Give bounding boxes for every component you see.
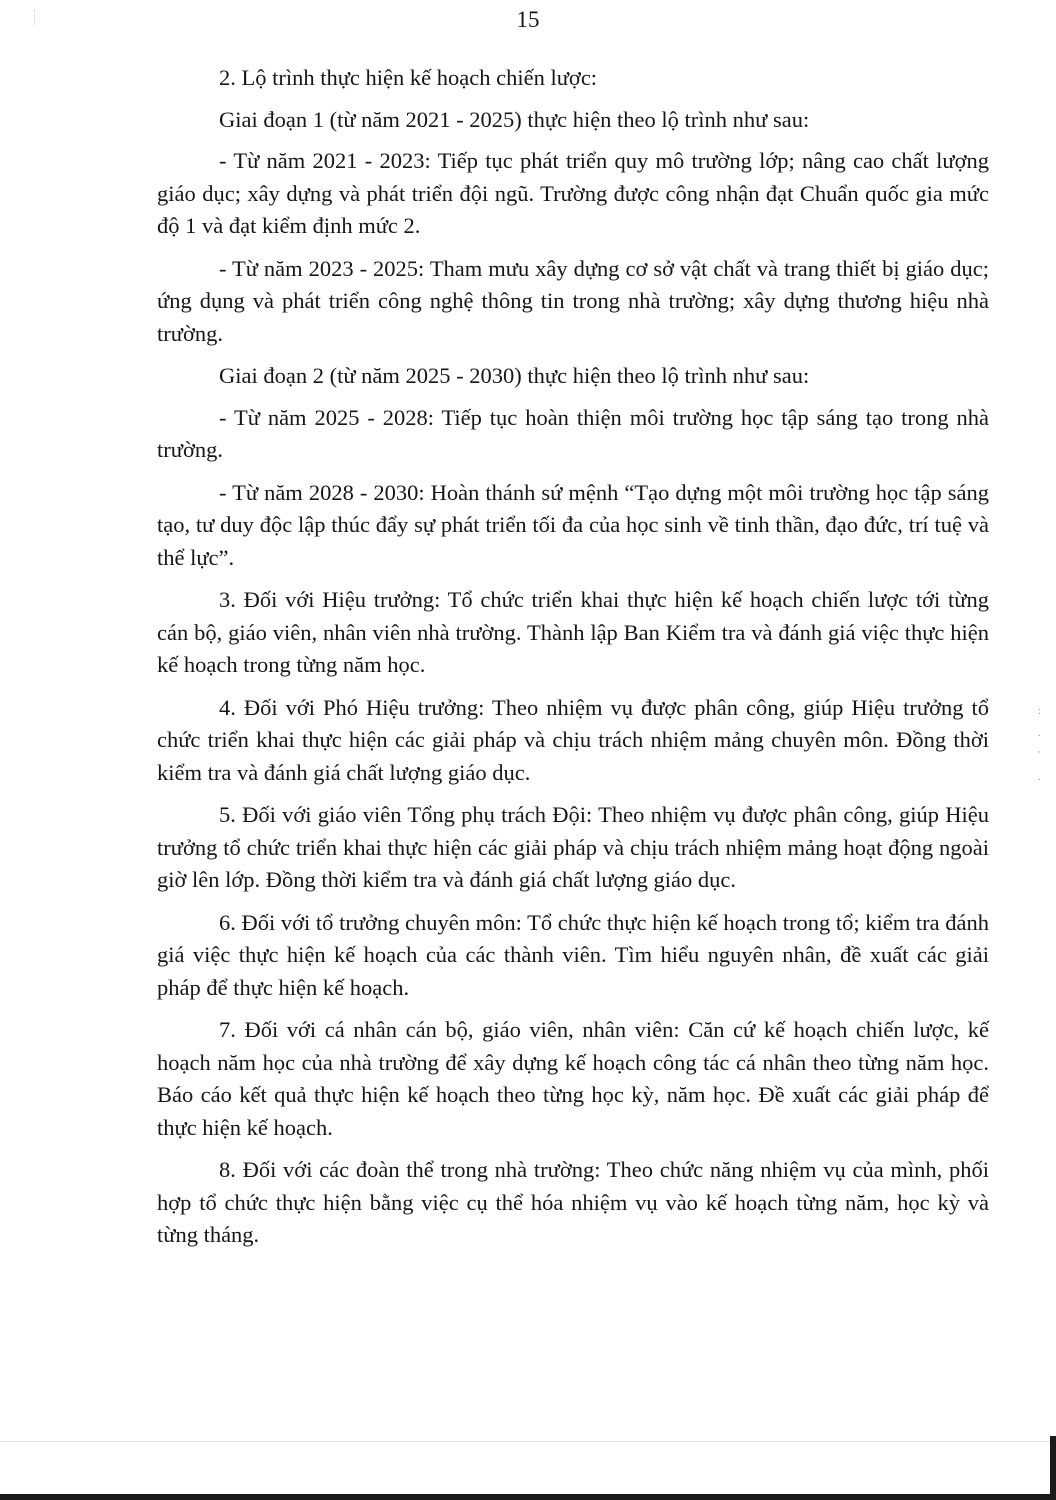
scan-edge-bottom [0,1494,1056,1500]
paragraph-2025-2028: - Từ năm 2025 - 2028: Tiếp tục hoàn thiện môi trường học tập sáng tạo trong nhà trường. [157,404,989,462]
paragraph-vice-principal: 4. Đối với Phó Hiệu trưởng: Theo nhiệm vụ được phân công, giúp Hiệu trưởng tổ chức triển khai thực hiện các giải pháp và chịu trách nhiệm mảng chuyên môn. Đồng thời kiểm tra và đánh giá chất lượng giáo dục. [157,694,989,785]
margin-stamp-fragment: : . ' . [1038,705,1042,783]
paragraph-roadmap-heading: 2. Lộ trình thực hiện kế hoạch chiến lược: [219,65,598,90]
paragraph-phase-1: Giai đoạn 1 (từ năm 2021 - 2025) thực hiện theo lộ trình như sau: [219,106,810,132]
paragraph-individual-staff: 7. Đối với cá nhân cán bộ, giáo viên, nhân viên: Căn cứ kế hoạch chiến lược, kế hoạch năm học của nhà trường để xây dựng kế hoạch công tác cá nhân theo từng năm học. Báo cáo kết quả thực hiện kế hoạch theo từng học kỳ, năm học. Đề xuất các giải pháp để thực hiện kế hoạch. [157,1017,989,1140]
paragraph-2028-2030: - Từ năm 2028 - 2030: Hoàn thánh sứ mệnh “Tạo dựng một môi trường học tập sáng tạo, tư duy độc lập thúc đẩy sự phát triển tối đa của học sinh về tinh thần, đạo đức, trí tuệ và thể lực”. [157,479,989,570]
paragraph-principal: 3. Đối với Hiệu trưởng: Tổ chức triển khai thực hiện kế hoạch chiến lược tới từng cán bộ, giáo viên, nhân viên nhà trường. Thành lập Ban Kiểm tra và đánh giá việc thực hiện kế hoạch trong từng năm học. [157,587,989,677]
paragraph-subject-head: 6. Đối với tổ trưởng chuyên môn: Tổ chức thực hiện kế hoạch trong tổ; kiểm tra đánh giá việc thực hiện kế hoạch của các thành viên. Tìm hiểu nguyên nhân, đề xuất các giải pháp để thực hiện kế hoạch. [157,909,989,1000]
paragraph-2021-2023: - Từ năm 2021 - 2023: Tiếp tục phát triển quy mô trường lớp; nâng cao chất lượng giáo dục; xây dựng và phát triển đội ngũ. Trường được công nhận đạt Chuẩn quốc gia mức độ 1 và đạt kiểm định mức 2. [157,148,989,238]
scan-shadow-line [0,1441,1056,1442]
paragraph-phase-2: Giai đoạn 2 (từ năm 2025 - 2030) thực hiện theo lộ trình như sau: [219,363,810,388]
paragraph-organizations: 8. Đối với các đoàn thể trong nhà trường: Theo chức năng nhiệm vụ của mình, phối hợp tổ chức thực hiện bằng việc cụ thể hóa nhiệm vụ vào kế hoạch từng năm, học kỳ và từng tháng. [157,1157,989,1247]
document-body [157,62,989,1262]
paragraph-2023-2025: - Từ năm 2023 - 2025: Tham mưu xây dựng cơ sở vật chất và trang thiết bị giáo dục; ứng dụng và phát triển công nghệ thông tin trong nhà trường; xây dựng thương hiệu nhà trường. [157,255,989,346]
paragraph-team-leader-teacher: 5. Đối với giáo viên Tổng phụ trách Đội: Theo nhiệm vụ được phân công, giúp Hiệu trưởng tổ chức triển khai thực hiện các giải pháp và chịu trách nhiệm mảng hoạt động ngoài giờ lên lớp. Đồng thời kiểm tra và đánh giá chất lượng giáo dục. [157,802,989,892]
page-number: 15 [516,7,540,32]
scan-edge-right [1050,1436,1056,1500]
